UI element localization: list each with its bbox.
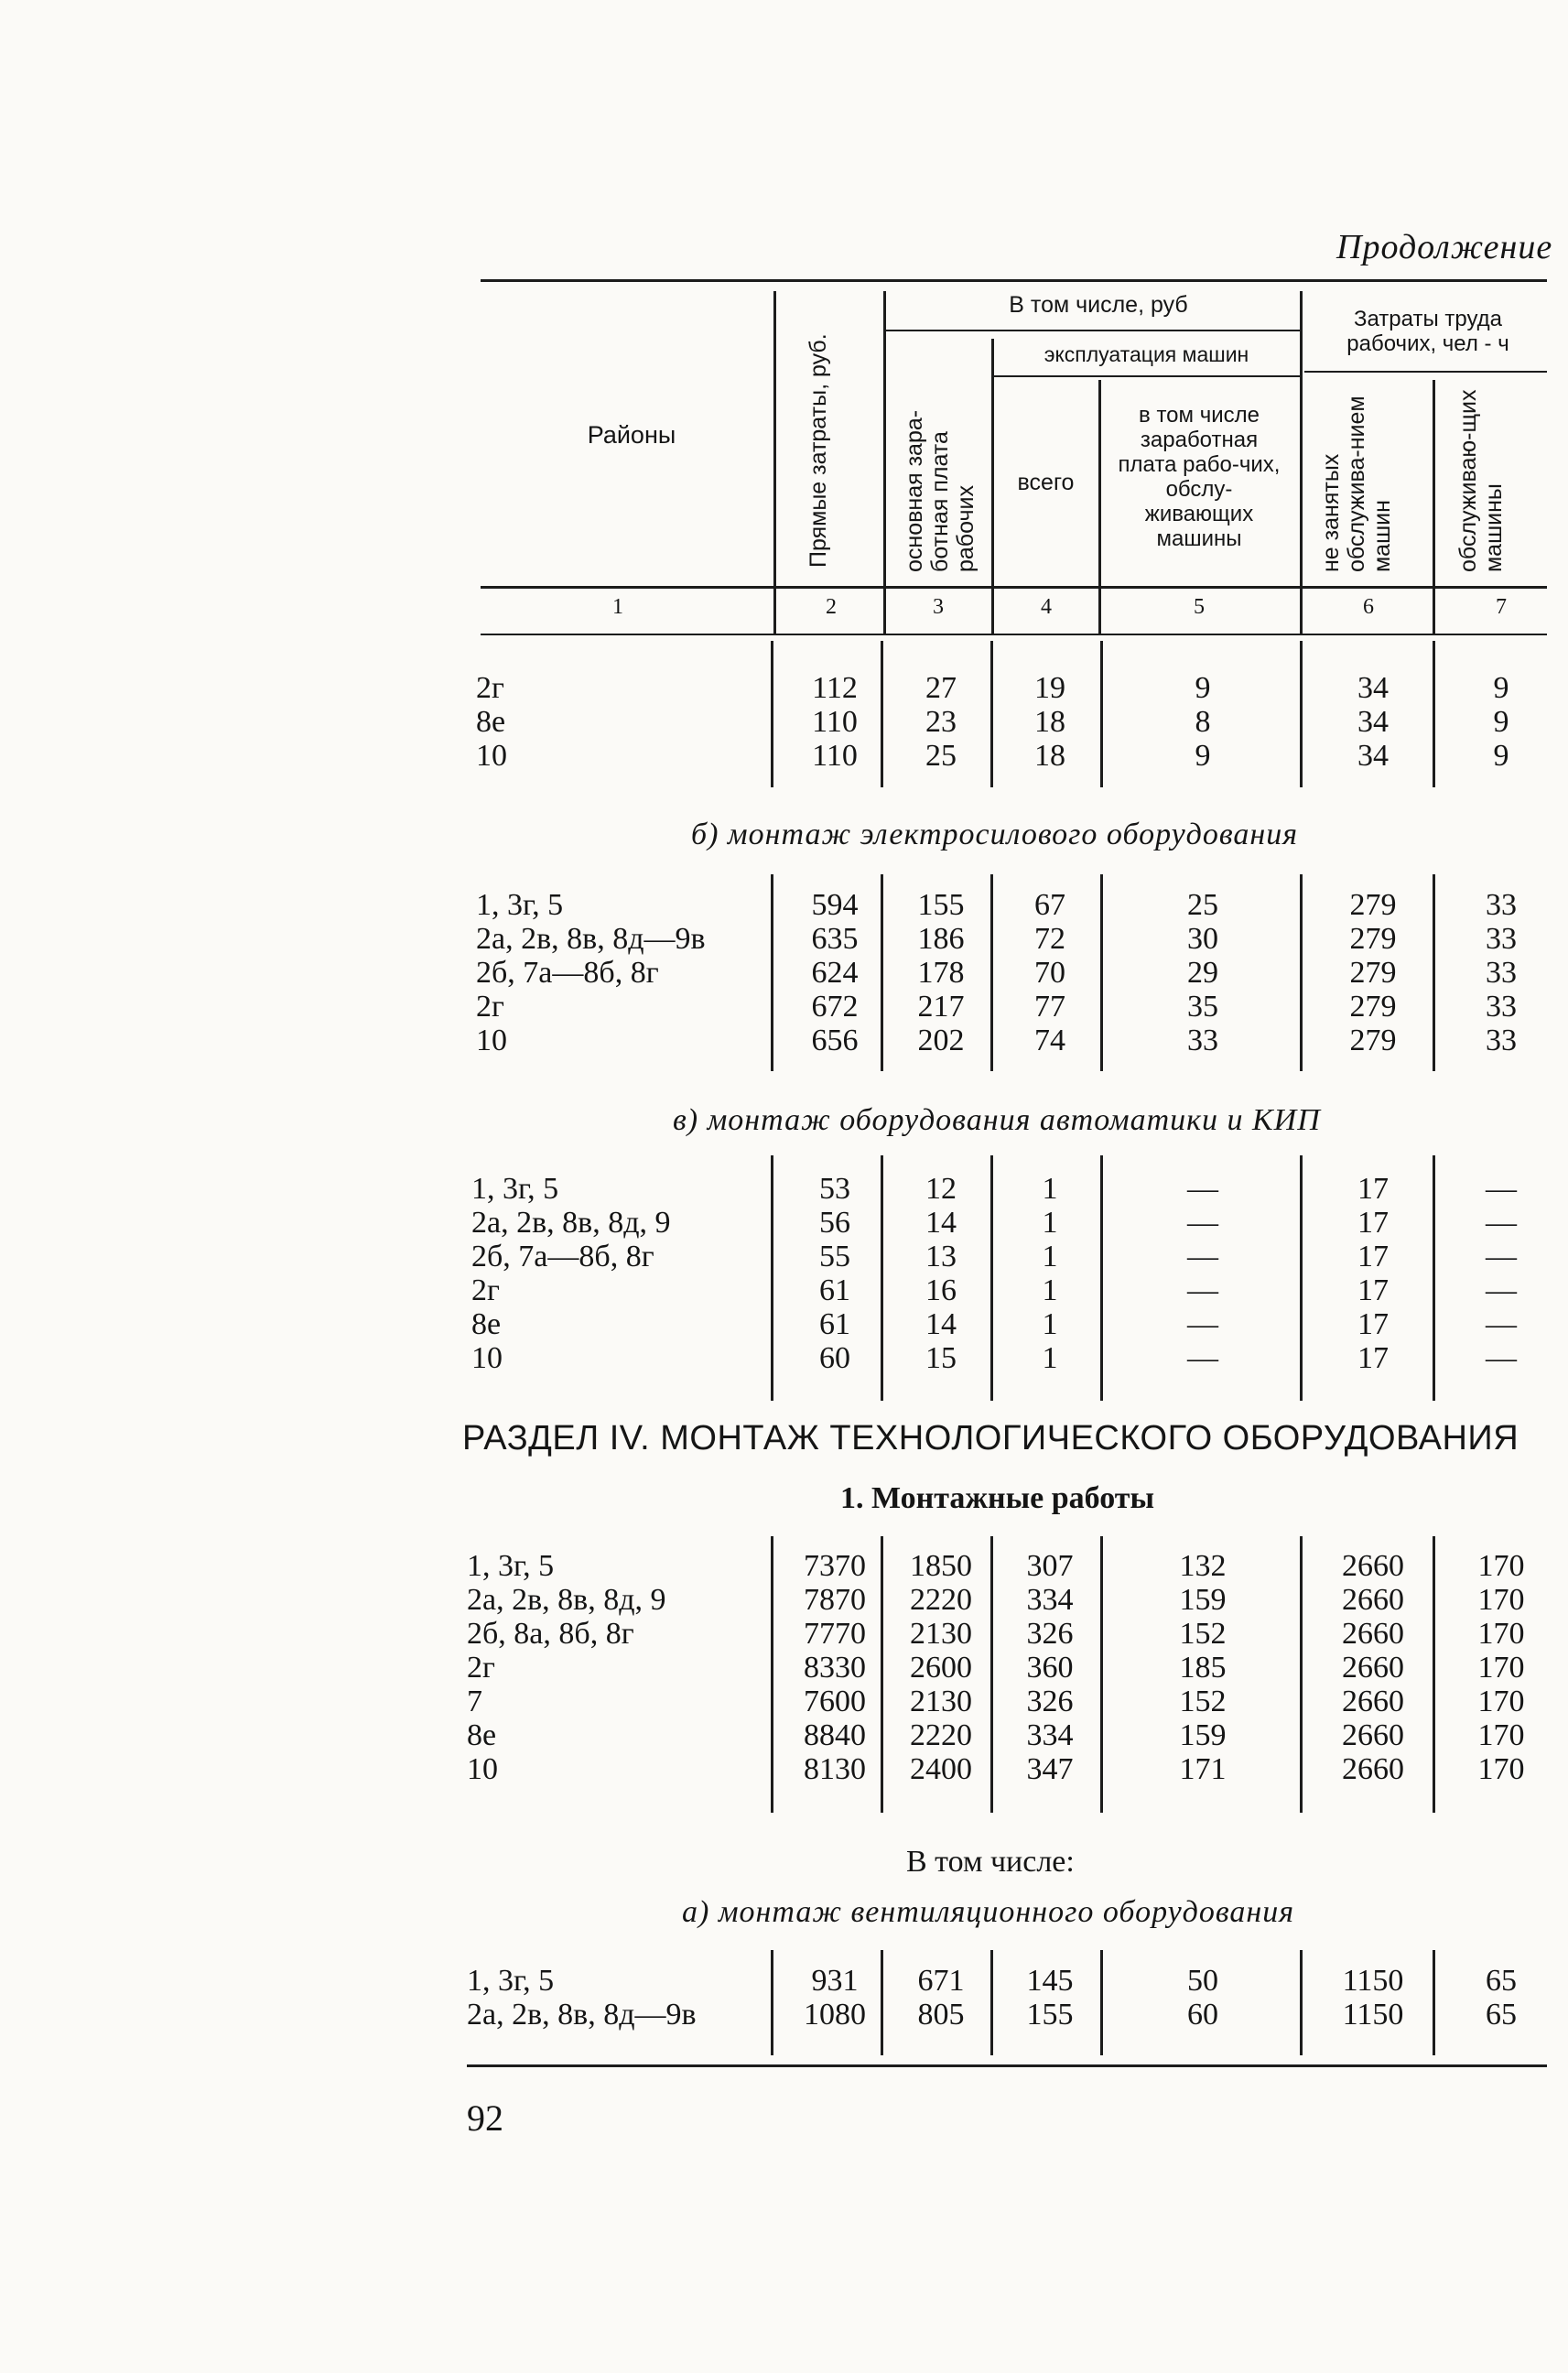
table-top-rule — [481, 279, 1547, 282]
value-cell-col4: 74 — [1034, 1024, 1065, 1057]
value-cell-col3: 671 — [917, 1964, 965, 1998]
value-cell-col7: 170 — [1477, 1583, 1525, 1617]
value-cell-col3: 805 — [917, 1998, 965, 2032]
district-cell: 2а, 2в, 8в, 8д—9в — [467, 1998, 697, 2032]
table-row — [467, 1583, 1547, 1617]
value-cell-col5: 159 — [1179, 1583, 1227, 1617]
value-cell-col5: 50 — [1187, 1964, 1218, 1998]
value-cell-col6: 1150 — [1342, 1964, 1404, 1998]
colnum-1: 1 — [612, 595, 623, 619]
continuation-label: Продолжение — [1336, 228, 1553, 266]
section-a-title: а) монтаж вентиляционного оборудования — [682, 1895, 1295, 1929]
value-cell-col3: 14 — [925, 1307, 957, 1341]
value-cell-col7: 33 — [1486, 956, 1517, 990]
value-cell-col5: 8 — [1195, 705, 1211, 739]
value-cell-col4: 326 — [1026, 1685, 1074, 1718]
value-cell-col6: 17 — [1357, 1307, 1389, 1341]
table-row — [476, 671, 1556, 705]
value-cell-col3: 155 — [917, 888, 965, 922]
colnum-5: 5 — [1194, 595, 1205, 619]
table-row — [471, 1240, 1552, 1273]
value-cell-col6: 17 — [1357, 1172, 1389, 1206]
table-row — [467, 1998, 1547, 2032]
value-cell-col6: 2660 — [1342, 1617, 1404, 1651]
value-cell-col7: 33 — [1486, 990, 1517, 1024]
table-row — [471, 1273, 1552, 1307]
value-cell-col2: 55 — [819, 1240, 850, 1273]
district-cell: 1, 3г, 5 — [467, 1964, 555, 1998]
value-cell-col2: 61 — [819, 1273, 850, 1307]
value-cell-col4: 307 — [1026, 1549, 1074, 1583]
value-cell-col4: 1 — [1042, 1307, 1058, 1341]
value-cell-col6: 279 — [1349, 888, 1397, 922]
value-cell-col3: 27 — [925, 671, 957, 705]
header-vline-2 — [883, 291, 886, 634]
table-bottom-rule — [467, 2064, 1547, 2067]
value-cell-col7: 9 — [1493, 671, 1509, 705]
district-cell: 2б, 7а—8б, 8г — [471, 1240, 654, 1273]
value-cell-col4: 334 — [1026, 1583, 1074, 1617]
razdel-title: РАЗДЕЛ IV. МОНТАЖ ТЕХНОЛОГИЧЕСКОГО ОБОРУДОВАНИЯ — [462, 1419, 1519, 1457]
value-cell-col2: 8130 — [804, 1752, 866, 1786]
value-cell-col2: 7870 — [804, 1583, 866, 1617]
value-cell-col3: 186 — [917, 922, 965, 956]
value-cell-col4: 19 — [1034, 671, 1065, 705]
value-cell-col3: 202 — [917, 1024, 965, 1057]
table-row — [476, 705, 1556, 739]
table-row — [476, 739, 1556, 773]
value-cell-col3: 2130 — [910, 1685, 972, 1718]
value-cell-col2: 60 — [819, 1341, 850, 1375]
header-servicing: обслуживаю-щих машины — [1455, 389, 1507, 572]
header-incl-group: В том числе, руб — [1009, 292, 1188, 318]
header-bottom-rule — [481, 586, 1547, 589]
value-cell-col4: 334 — [1026, 1718, 1074, 1752]
value-cell-col6: 34 — [1357, 705, 1389, 739]
district-cell: 1, 3г, 5 — [476, 888, 564, 922]
value-cell-col7: 33 — [1486, 1024, 1517, 1057]
header-total: всего — [1017, 470, 1075, 495]
value-cell-col7: 33 — [1486, 888, 1517, 922]
incl-group-rule — [883, 330, 1300, 331]
colnum-6: 6 — [1363, 595, 1374, 619]
header-vline-1 — [773, 291, 776, 634]
section-v-title: в) монтаж оборудования автоматики и КИП — [673, 1103, 1321, 1137]
table-row — [467, 1685, 1547, 1718]
value-cell-col5: 152 — [1179, 1617, 1227, 1651]
labor-group-rule — [1304, 371, 1547, 373]
value-cell-col3: 2220 — [910, 1718, 972, 1752]
section-b-title: б) монтаж электросилового оборудования — [691, 818, 1299, 851]
header-vline-3 — [991, 339, 994, 634]
value-cell-col4: 155 — [1026, 1998, 1074, 2032]
value-cell-col5: — — [1187, 1273, 1218, 1307]
value-cell-col4: 72 — [1034, 922, 1065, 956]
value-cell-col6: 2660 — [1342, 1752, 1404, 1786]
value-cell-col4: 18 — [1034, 739, 1065, 773]
value-cell-col3: 15 — [925, 1341, 957, 1375]
value-cell-col4: 18 — [1034, 705, 1065, 739]
value-cell-col4: 67 — [1034, 888, 1065, 922]
value-cell-col5: — — [1187, 1307, 1218, 1341]
machines-group-rule — [993, 375, 1300, 377]
value-cell-col2: 624 — [811, 956, 859, 990]
value-cell-col2: 53 — [819, 1172, 850, 1206]
value-cell-col3: 217 — [917, 990, 965, 1024]
value-cell-col7: — — [1486, 1240, 1517, 1273]
value-cell-col4: 77 — [1034, 990, 1065, 1024]
value-cell-col7: 170 — [1477, 1752, 1525, 1786]
header-base-wage: основная зара-ботная плата рабочих — [902, 409, 979, 572]
value-cell-col6: 34 — [1357, 671, 1389, 705]
table-row — [467, 1964, 1547, 1998]
razdel-subtitle: 1. Монтажные работы — [840, 1481, 1154, 1515]
value-cell-col7: 170 — [1477, 1651, 1525, 1685]
value-cell-col5: 35 — [1187, 990, 1218, 1024]
value-cell-col7: — — [1486, 1341, 1517, 1375]
value-cell-col3: 1850 — [910, 1549, 972, 1583]
value-cell-col4: 1 — [1042, 1273, 1058, 1307]
colnum-2: 2 — [826, 595, 837, 619]
value-cell-col3: 23 — [925, 705, 957, 739]
value-cell-col6: 279 — [1349, 1024, 1397, 1057]
table-row — [467, 1651, 1547, 1685]
value-cell-col6: 2660 — [1342, 1685, 1404, 1718]
value-cell-col7: — — [1486, 1206, 1517, 1240]
value-cell-col7: — — [1486, 1307, 1517, 1341]
value-cell-col7: — — [1486, 1172, 1517, 1206]
value-cell-col6: 279 — [1349, 990, 1397, 1024]
value-cell-col5: — — [1187, 1240, 1218, 1273]
value-cell-col3: 12 — [925, 1172, 957, 1206]
value-cell-col5: 30 — [1187, 922, 1218, 956]
value-cell-col2: 110 — [812, 739, 858, 773]
table-row — [467, 1617, 1547, 1651]
value-cell-col2: 594 — [811, 888, 859, 922]
table-row — [471, 1172, 1552, 1206]
value-cell-col6: 1150 — [1342, 1998, 1404, 2032]
value-cell-col2: 1080 — [804, 1998, 866, 2032]
header-vline-5 — [1300, 291, 1303, 634]
value-cell-col2: 7600 — [804, 1685, 866, 1718]
value-cell-col5: — — [1187, 1172, 1218, 1206]
value-cell-col3: 25 — [925, 739, 957, 773]
page-number: 92 — [467, 2097, 503, 2139]
district-cell: 8е — [471, 1307, 502, 1341]
value-cell-col3: 2600 — [910, 1651, 972, 1685]
district-cell: 2г — [476, 671, 504, 705]
value-cell-col7: 170 — [1477, 1617, 1525, 1651]
v-tom-chisle: В том числе: — [906, 1845, 1075, 1879]
header-labor-group: Затраты труда рабочих, чел - ч — [1346, 307, 1509, 356]
value-cell-col7: 65 — [1486, 1964, 1517, 1998]
value-cell-col2: 61 — [819, 1307, 850, 1341]
value-cell-col6: 34 — [1357, 739, 1389, 773]
colnum-4: 4 — [1041, 595, 1052, 619]
value-cell-col4: 360 — [1026, 1651, 1074, 1685]
header-vline-4 — [1098, 380, 1101, 634]
table-row — [476, 888, 1556, 922]
table-row — [476, 990, 1556, 1024]
value-cell-col6: 2660 — [1342, 1583, 1404, 1617]
district-cell: 1, 3г, 5 — [471, 1172, 559, 1206]
district-cell: 8е — [476, 705, 506, 739]
table-row — [467, 1752, 1547, 1786]
header-vline-6 — [1433, 380, 1435, 634]
value-cell-col6: 2660 — [1342, 1549, 1404, 1583]
district-cell: 1, 3г, 5 — [467, 1549, 555, 1583]
district-cell: 2г — [467, 1651, 495, 1685]
table-row — [471, 1307, 1552, 1341]
table-row — [476, 1024, 1556, 1057]
value-cell-col5: 159 — [1179, 1718, 1227, 1752]
value-cell-col2: 656 — [811, 1024, 859, 1057]
district-cell: 2б, 7а—8б, 8г — [476, 956, 659, 990]
table-row — [476, 922, 1556, 956]
value-cell-col6: 17 — [1357, 1240, 1389, 1273]
value-cell-col4: 145 — [1026, 1964, 1074, 1998]
district-cell: 10 — [476, 1024, 507, 1057]
district-cell: 8е — [467, 1718, 497, 1752]
value-cell-col5: 25 — [1187, 888, 1218, 922]
district-cell: 10 — [471, 1341, 503, 1375]
value-cell-col3: 178 — [917, 956, 965, 990]
table-row — [467, 1549, 1547, 1583]
value-cell-col4: 70 — [1034, 956, 1065, 990]
district-cell: 2г — [471, 1273, 500, 1307]
table-row — [467, 1718, 1547, 1752]
value-cell-col7: 9 — [1493, 739, 1509, 773]
value-cell-col7: 33 — [1486, 922, 1517, 956]
value-cell-col3: 2220 — [910, 1583, 972, 1617]
district-cell: 7 — [467, 1685, 482, 1718]
value-cell-col5: — — [1187, 1206, 1218, 1240]
district-cell: 2а, 2в, 8в, 8д—9в — [476, 922, 706, 956]
value-cell-col5: 9 — [1195, 739, 1211, 773]
colnum-bottom-rule — [481, 634, 1547, 635]
district-cell: 2а, 2в, 8в, 8д, 9 — [467, 1583, 666, 1617]
value-cell-col5: 9 — [1195, 671, 1211, 705]
value-cell-col6: 17 — [1357, 1341, 1389, 1375]
value-cell-col2: 56 — [819, 1206, 850, 1240]
table-row — [476, 956, 1556, 990]
value-cell-col6: 279 — [1349, 956, 1397, 990]
value-cell-col3: 2130 — [910, 1617, 972, 1651]
value-cell-col7: 170 — [1477, 1549, 1525, 1583]
value-cell-col7: 9 — [1493, 705, 1509, 739]
district-cell: 2г — [476, 990, 504, 1024]
value-cell-col3: 16 — [925, 1273, 957, 1307]
value-cell-col2: 672 — [811, 990, 859, 1024]
value-cell-col5: 185 — [1179, 1651, 1227, 1685]
value-cell-col6: 17 — [1357, 1273, 1389, 1307]
value-cell-col7: — — [1486, 1273, 1517, 1307]
header-not-busy: не занятых обслужива-нием машин — [1318, 396, 1395, 572]
value-cell-col4: 326 — [1026, 1617, 1074, 1651]
value-cell-col5: 171 — [1179, 1752, 1227, 1786]
value-cell-col7: 65 — [1486, 1998, 1517, 2032]
value-cell-col5: 33 — [1187, 1024, 1218, 1057]
header-incl-wage: в том числе заработная плата рабо-чих, обслу-живающих машины — [1118, 403, 1281, 551]
value-cell-col5: 29 — [1187, 956, 1218, 990]
value-cell-col2: 7370 — [804, 1549, 866, 1583]
value-cell-col7: 170 — [1477, 1718, 1525, 1752]
value-cell-col6: 17 — [1357, 1206, 1389, 1240]
value-cell-col6: 2660 — [1342, 1718, 1404, 1752]
value-cell-col4: 347 — [1026, 1752, 1074, 1786]
value-cell-col2: 110 — [812, 705, 858, 739]
value-cell-col4: 1 — [1042, 1172, 1058, 1206]
district-cell: 10 — [467, 1752, 498, 1786]
value-cell-col5: 152 — [1179, 1685, 1227, 1718]
header-districts: Районы — [587, 421, 676, 449]
value-cell-col4: 1 — [1042, 1240, 1058, 1273]
value-cell-col2: 8840 — [804, 1718, 866, 1752]
value-cell-col4: 1 — [1042, 1341, 1058, 1375]
value-cell-col5: — — [1187, 1341, 1218, 1375]
value-cell-col2: 931 — [811, 1964, 859, 1998]
table-row — [471, 1206, 1552, 1240]
value-cell-col3: 2400 — [910, 1752, 972, 1786]
value-cell-col7: 170 — [1477, 1685, 1525, 1718]
value-cell-col2: 8330 — [804, 1651, 866, 1685]
value-cell-col2: 635 — [811, 922, 859, 956]
value-cell-col3: 13 — [925, 1240, 957, 1273]
value-cell-col2: 7770 — [804, 1617, 866, 1651]
district-cell: 10 — [476, 739, 507, 773]
header-machines-group: эксплуатация машин — [1044, 342, 1249, 366]
value-cell-col2: 112 — [812, 671, 858, 705]
header-direct-costs: Прямые затраты, руб. — [806, 333, 831, 568]
table-row — [471, 1341, 1552, 1375]
district-cell: 2б, 8а, 8б, 8г — [467, 1617, 634, 1651]
value-cell-col5: 132 — [1179, 1549, 1227, 1583]
value-cell-col3: 14 — [925, 1206, 957, 1240]
colnum-7: 7 — [1496, 595, 1507, 619]
district-cell: 2а, 2в, 8в, 8д, 9 — [471, 1206, 671, 1240]
colnum-3: 3 — [933, 595, 944, 619]
value-cell-col4: 1 — [1042, 1206, 1058, 1240]
value-cell-col6: 2660 — [1342, 1651, 1404, 1685]
value-cell-col5: 60 — [1187, 1998, 1218, 2032]
value-cell-col6: 279 — [1349, 922, 1397, 956]
